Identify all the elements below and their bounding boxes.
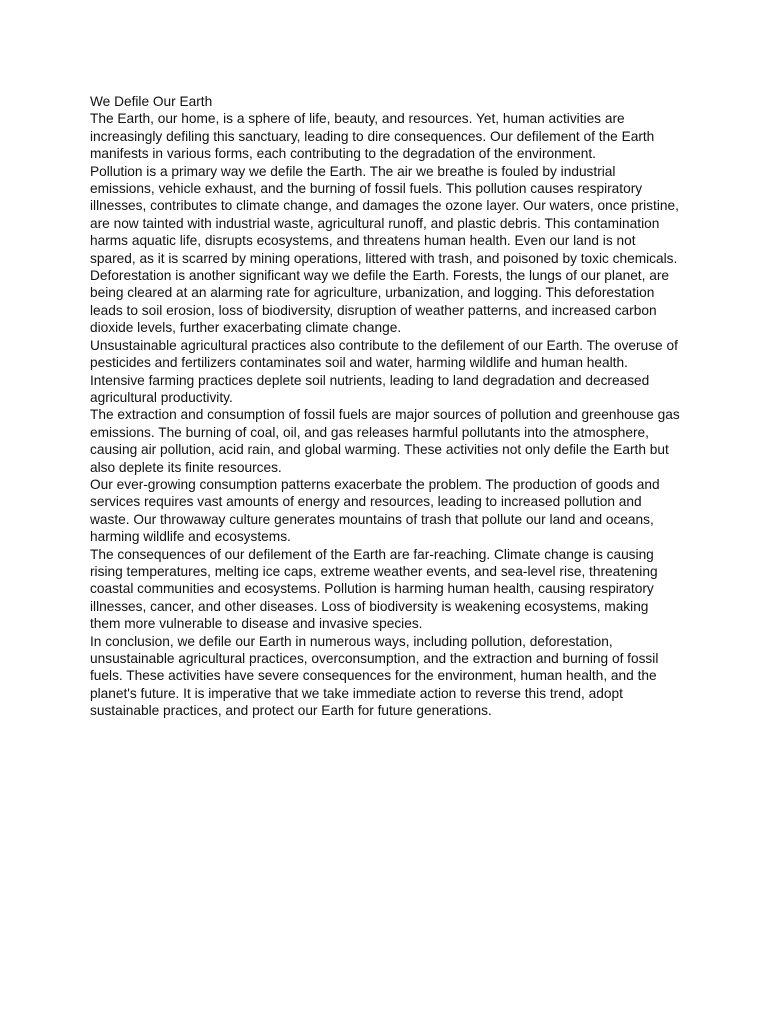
paragraph-conclusion: In conclusion, we defile our Earth in numerous ways, including pollution, deforestation, unsustainable agricultural practices, overconsumption, and the extraction and burning of fossil fuels. These activities have severe consequences for the environment, human health, and the planet's future. It is imperative that we take immediate action to reverse this trend, adopt sustainable practices, and protect our Earth for future generations. bbox=[90, 633, 659, 719]
paragraph-fossil-fuels: The extraction and consumption of fossil fuels are major sources of pollution and greenhouse gas emissions. The burning of coal, oil, and gas releases harmful pollutants into the atmosphere, causing air pollution, acid rain, and global warming. These activities not only defile the Earth but also deplete its finite resources. bbox=[90, 407, 680, 475]
document-title: We Defile Our Earth bbox=[90, 94, 213, 109]
document-body bbox=[90, 93, 680, 720]
paragraph-deforestation: Deforestation is another significant way we defile the Earth. Forests, the lungs of our planet, are being cleared at an alarming rate for agriculture, urbanization, and logging. This deforestation leads to soil erosion, loss of biodiversity, disruption of weather patterns, and increased carbon dioxide levels, further exacerbating climate change. bbox=[90, 268, 669, 336]
paragraph-introduction: The Earth, our home, is a sphere of life, beauty, and resources. Yet, human activities are increasingly defiling this sanctuary, leading to dire consequences. Our defilement of the Earth manifests in various forms, each contributing to the degradation of the environment. bbox=[90, 111, 655, 162]
paragraph-pollution: Pollution is a primary way we defile the Earth. The air we breathe is fouled by industrial emissions, vehicle exhaust, and the burning of fossil fuels. This pollution causes respiratory illnesses, contributes to climate change, and damages the ozone layer. Our waters, once pristine, are now tainted with industrial waste, agricultural runoff, and plastic debris. This contamination harms aquatic life, disrupts ecosystems, and threatens human health. Even our land is not spared, as it is scarred by mining operations, littered with trash, and poisoned by toxic chemicals. bbox=[90, 163, 679, 266]
paragraph-consumption: Our ever-growing consumption patterns exacerbate the problem. The production of goods and services requires vast amounts of energy and resources, leading to increased pollution and waste. Our throwaway culture generates mountains of trash that pollute our land and oceans, harming wildlife and ecosystems. bbox=[90, 476, 660, 545]
paragraph-agriculture: Unsustainable agricultural practices also contribute to the defilement of our Earth. The overuse of pesticides and fertilizers contaminates soil and water, harming wildlife and human health. Intensive farming practices deplete soil nutrients, leading to land degradation and decreased agricultural productivity. bbox=[90, 337, 678, 405]
paragraph-consequences: The consequences of our defilement of the Earth are far-reaching. Climate change is causing rising temperatures, melting ice caps, extreme weather events, and sea-level rise, threatening coastal communities and ecosystems. Pollution is harming human health, causing respiratory illnesses, cancer, and other diseases. Loss of biodiversity is weakening ecosystems, making them more vulnerable to disease and invasive species. bbox=[90, 546, 658, 632]
